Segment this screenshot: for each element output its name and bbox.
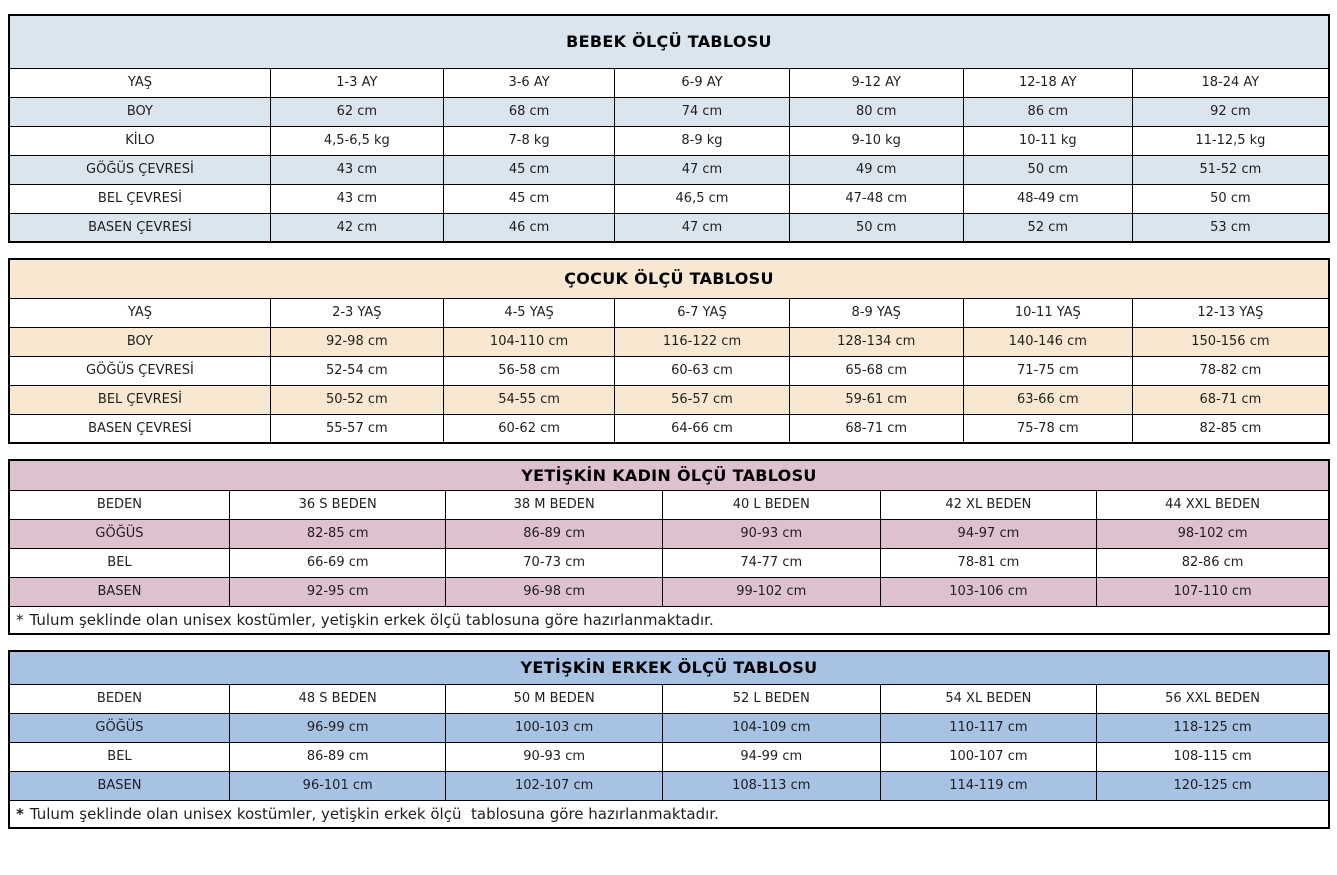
- value-cell: 82-85 cm: [1132, 414, 1329, 443]
- value-cell: 52 cm: [963, 213, 1132, 242]
- value-cell: 42 cm: [270, 213, 443, 242]
- footnote-row: [9, 800, 1329, 828]
- value-cell: 46,5 cm: [615, 184, 789, 213]
- value-cell: 71-75 cm: [963, 356, 1132, 385]
- value-cell: 107-110 cm: [1097, 577, 1329, 606]
- value-cell: 116-122 cm: [615, 327, 789, 356]
- value-cell: 50 cm: [789, 213, 963, 242]
- table-title: BEBEK ÖLÇÜ TABLOSU: [9, 15, 1329, 68]
- value-cell: 86 cm: [963, 97, 1132, 126]
- value-cell: 56 XXL BEDEN: [1097, 684, 1329, 713]
- value-cell: 82-85 cm: [229, 519, 445, 548]
- value-cell: 63-66 cm: [963, 385, 1132, 414]
- value-cell: 110-117 cm: [880, 713, 1096, 742]
- value-cell: 104-109 cm: [662, 713, 880, 742]
- row-label-cell: GÖĞÜS ÇEVRESİ: [9, 155, 270, 184]
- value-cell: 4,5-6,5 kg: [270, 126, 443, 155]
- row-label-cell: KİLO: [9, 126, 270, 155]
- row-label-cell: BEDEN: [9, 490, 229, 519]
- value-cell: 70-73 cm: [446, 548, 662, 577]
- value-cell: 98-102 cm: [1097, 519, 1329, 548]
- value-cell: 120-125 cm: [1097, 771, 1329, 800]
- value-cell: 48-49 cm: [963, 184, 1132, 213]
- value-cell: 96-101 cm: [229, 771, 445, 800]
- value-cell: 96-99 cm: [229, 713, 445, 742]
- value-cell: 11-12,5 kg: [1132, 126, 1329, 155]
- footnote-text: Tulum şeklinde olan unisex kostümler, yetişkin erkek ölçü tablosuna göre hazırlanmaktadır.: [29, 610, 714, 629]
- value-cell: 52-54 cm: [270, 356, 443, 385]
- table-title: YETİŞKİN ERKEK ÖLÇÜ TABLOSU: [9, 651, 1329, 684]
- value-cell: 46 cm: [443, 213, 615, 242]
- table-title: YETİŞKİN KADIN ÖLÇÜ TABLOSU: [9, 460, 1329, 490]
- value-cell: 3-6 AY: [443, 68, 615, 97]
- value-cell: 94-97 cm: [880, 519, 1096, 548]
- value-cell: 92-98 cm: [270, 327, 443, 356]
- value-cell: 10-11 YAŞ: [963, 298, 1132, 327]
- value-cell: 40 L BEDEN: [662, 490, 880, 519]
- value-cell: 56-57 cm: [615, 385, 789, 414]
- table-row: [9, 184, 1329, 213]
- table-title-row: [9, 259, 1329, 298]
- size-table-bebek: [8, 14, 1330, 243]
- value-cell: 64-66 cm: [615, 414, 789, 443]
- value-cell: 52 L BEDEN: [662, 684, 880, 713]
- value-cell: 68-71 cm: [1132, 385, 1329, 414]
- value-cell: 118-125 cm: [1097, 713, 1329, 742]
- row-label-cell: GÖĞÜS ÇEVRESİ: [9, 356, 270, 385]
- value-cell: 47 cm: [615, 155, 789, 184]
- value-cell: 82-86 cm: [1097, 548, 1329, 577]
- row-label-cell: BOY: [9, 327, 270, 356]
- value-cell: 99-102 cm: [662, 577, 880, 606]
- table-row: [9, 327, 1329, 356]
- footnote-marker: *: [16, 804, 24, 823]
- row-label-cell: BOY: [9, 97, 270, 126]
- table-row: [9, 155, 1329, 184]
- value-cell: 92-95 cm: [229, 577, 445, 606]
- value-cell: 10-11 kg: [963, 126, 1132, 155]
- value-cell: 74-77 cm: [662, 548, 880, 577]
- table-row: [9, 684, 1329, 713]
- value-cell: 43 cm: [270, 184, 443, 213]
- table-row: [9, 356, 1329, 385]
- value-cell: 50 cm: [963, 155, 1132, 184]
- table-row: [9, 68, 1329, 97]
- value-cell: 50 M BEDEN: [446, 684, 662, 713]
- value-cell: 68 cm: [443, 97, 615, 126]
- row-label-cell: BASEN ÇEVRESİ: [9, 414, 270, 443]
- value-cell: 62 cm: [270, 97, 443, 126]
- value-cell: 54 XL BEDEN: [880, 684, 1096, 713]
- value-cell: 48 S BEDEN: [229, 684, 445, 713]
- row-label-cell: GÖĞÜS: [9, 713, 229, 742]
- value-cell: 47 cm: [615, 213, 789, 242]
- footnote: [9, 606, 1329, 634]
- value-cell: 54-55 cm: [443, 385, 615, 414]
- value-cell: 44 XXL BEDEN: [1097, 490, 1329, 519]
- value-cell: 60-62 cm: [443, 414, 615, 443]
- value-cell: 78-81 cm: [880, 548, 1096, 577]
- tables-container: [8, 14, 1330, 829]
- value-cell: 55-57 cm: [270, 414, 443, 443]
- value-cell: 50-52 cm: [270, 385, 443, 414]
- footnote-text: Tulum şeklinde olan unisex kostümler, yetişkin erkek ölçü tablosuna göre hazırlanmaktadır.: [29, 804, 719, 823]
- table-row: [9, 414, 1329, 443]
- value-cell: 49 cm: [789, 155, 963, 184]
- row-label-cell: YAŞ: [9, 68, 270, 97]
- value-cell: 108-115 cm: [1097, 742, 1329, 771]
- value-cell: 60-63 cm: [615, 356, 789, 385]
- row-label-cell: BEL: [9, 742, 229, 771]
- table-title-row: [9, 651, 1329, 684]
- value-cell: 94-99 cm: [662, 742, 880, 771]
- row-label-cell: BEL ÇEVRESİ: [9, 184, 270, 213]
- footnote-row: [9, 606, 1329, 634]
- value-cell: 86-89 cm: [446, 519, 662, 548]
- size-table-kadin: [8, 459, 1330, 635]
- table-row: [9, 213, 1329, 242]
- value-cell: 47-48 cm: [789, 184, 963, 213]
- value-cell: 12-18 AY: [963, 68, 1132, 97]
- value-cell: 4-5 YAŞ: [443, 298, 615, 327]
- value-cell: 36 S BEDEN: [229, 490, 445, 519]
- value-cell: 12-13 YAŞ: [1132, 298, 1329, 327]
- table-row: [9, 126, 1329, 155]
- value-cell: 45 cm: [443, 155, 615, 184]
- footnote-marker: *: [16, 610, 24, 629]
- value-cell: 92 cm: [1132, 97, 1329, 126]
- table-row: [9, 385, 1329, 414]
- size-table-cocuk: [8, 258, 1330, 444]
- value-cell: 9-10 kg: [789, 126, 963, 155]
- row-label-cell: BASEN: [9, 577, 229, 606]
- value-cell: 103-106 cm: [880, 577, 1096, 606]
- value-cell: 8-9 YAŞ: [789, 298, 963, 327]
- value-cell: 80 cm: [789, 97, 963, 126]
- row-label-cell: GÖĞÜS: [9, 519, 229, 548]
- value-cell: 1-3 AY: [270, 68, 443, 97]
- row-label-cell: BASEN ÇEVRESİ: [9, 213, 270, 242]
- table-row: [9, 771, 1329, 800]
- row-label-cell: YAŞ: [9, 298, 270, 327]
- value-cell: 8-9 kg: [615, 126, 789, 155]
- table-row: [9, 548, 1329, 577]
- row-label-cell: BEL ÇEVRESİ: [9, 385, 270, 414]
- table-row: [9, 519, 1329, 548]
- table-row: [9, 713, 1329, 742]
- value-cell: 65-68 cm: [789, 356, 963, 385]
- row-label-cell: BEL: [9, 548, 229, 577]
- value-cell: 100-103 cm: [446, 713, 662, 742]
- value-cell: 38 M BEDEN: [446, 490, 662, 519]
- value-cell: 2-3 YAŞ: [270, 298, 443, 327]
- value-cell: 96-98 cm: [446, 577, 662, 606]
- value-cell: 6-7 YAŞ: [615, 298, 789, 327]
- value-cell: 150-156 cm: [1132, 327, 1329, 356]
- value-cell: 6-9 AY: [615, 68, 789, 97]
- table-title: ÇOCUK ÖLÇÜ TABLOSU: [9, 259, 1329, 298]
- table-row: [9, 490, 1329, 519]
- footnote: [9, 800, 1329, 828]
- value-cell: 102-107 cm: [446, 771, 662, 800]
- value-cell: 53 cm: [1132, 213, 1329, 242]
- value-cell: 128-134 cm: [789, 327, 963, 356]
- value-cell: 68-71 cm: [789, 414, 963, 443]
- value-cell: 74 cm: [615, 97, 789, 126]
- table-title-row: [9, 15, 1329, 68]
- value-cell: 18-24 AY: [1132, 68, 1329, 97]
- value-cell: 56-58 cm: [443, 356, 615, 385]
- value-cell: 75-78 cm: [963, 414, 1132, 443]
- value-cell: 90-93 cm: [446, 742, 662, 771]
- size-table-erkek: [8, 650, 1330, 829]
- table-row: [9, 577, 1329, 606]
- value-cell: 78-82 cm: [1132, 356, 1329, 385]
- value-cell: 104-110 cm: [443, 327, 615, 356]
- value-cell: 86-89 cm: [229, 742, 445, 771]
- value-cell: 59-61 cm: [789, 385, 963, 414]
- table-row: [9, 298, 1329, 327]
- row-label-cell: BASEN: [9, 771, 229, 800]
- value-cell: 7-8 kg: [443, 126, 615, 155]
- value-cell: 42 XL BEDEN: [880, 490, 1096, 519]
- value-cell: 51-52 cm: [1132, 155, 1329, 184]
- value-cell: 140-146 cm: [963, 327, 1132, 356]
- value-cell: 45 cm: [443, 184, 615, 213]
- value-cell: 66-69 cm: [229, 548, 445, 577]
- value-cell: 43 cm: [270, 155, 443, 184]
- row-label-cell: BEDEN: [9, 684, 229, 713]
- table-row: [9, 742, 1329, 771]
- value-cell: 9-12 AY: [789, 68, 963, 97]
- value-cell: 90-93 cm: [662, 519, 880, 548]
- table-row: [9, 97, 1329, 126]
- value-cell: 108-113 cm: [662, 771, 880, 800]
- value-cell: 50 cm: [1132, 184, 1329, 213]
- value-cell: 114-119 cm: [880, 771, 1096, 800]
- table-title-row: [9, 460, 1329, 490]
- value-cell: 100-107 cm: [880, 742, 1096, 771]
